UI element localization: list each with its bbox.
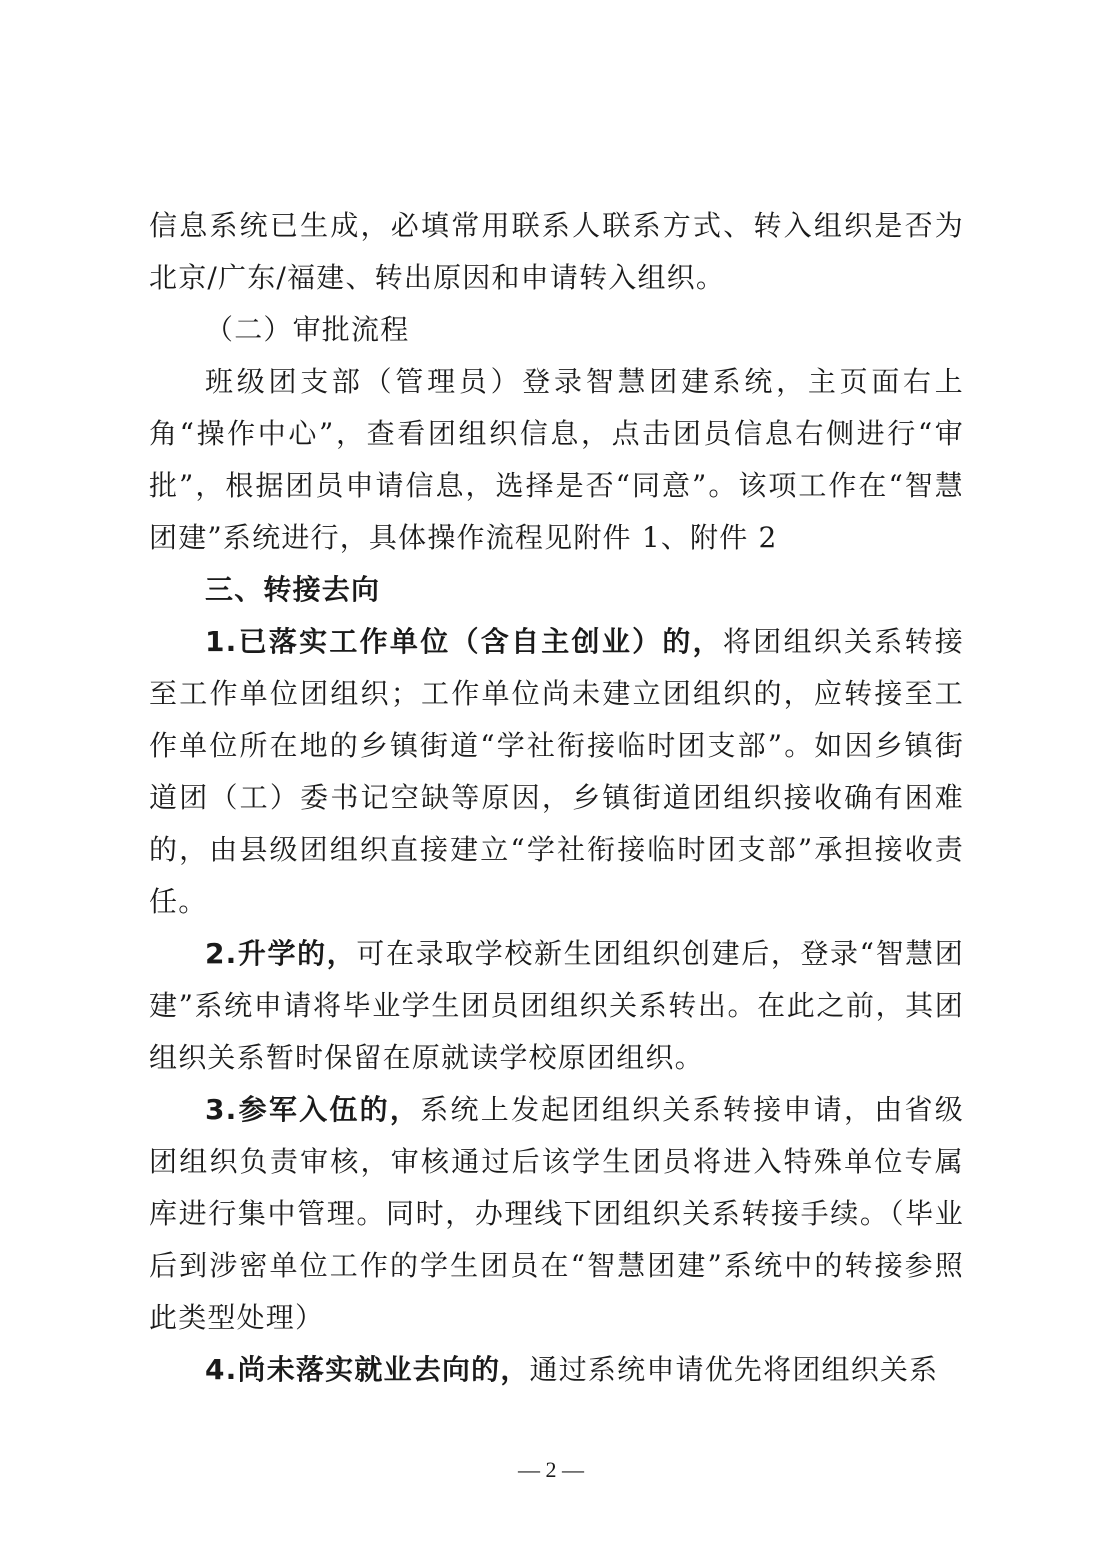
item-further-study	[149, 928, 964, 1084]
item-unemployed-lead: 4.尚未落实就业去向的，	[205, 1353, 530, 1386]
paragraph-continuation: 信息系统已生成，必填常用联系人联系方式、转入组织是否为北京/广东/福建、转出原因和申请转入组织。	[149, 209, 964, 294]
item-unemployed	[149, 1344, 964, 1396]
item-further-study-lead: 2.升学的，	[205, 937, 357, 970]
item-further-study-text: 可在录取学校新生团组织创建后，登录“智慧团建”系统申请将毕业学生团员团组织关系转出。在此之前，其团组织关系暂时保留在原就读学校原团组织。	[149, 937, 964, 1074]
heading-approval-process: （二）审批流程	[205, 313, 410, 346]
item-employed-lead: 1.已落实工作单位（含自主创业）的，	[205, 625, 723, 658]
item-military-lead: 3.参军入伍的，	[205, 1093, 421, 1126]
item-employed-text: 将团组织关系转接至工作单位团组织；工作单位尚未建立团组织的，应转接至工作单位所在地的乡镇街道“学社衔接临时团支部”。如因乡镇街道团（工）委书记空缺等原因，乡镇街道团组织接收确有困难的，由县级团组织直接建立“学社衔接临时团支部”承担接收责任。	[149, 625, 964, 918]
heading-transfer-destinations: 三、转接去向	[205, 573, 381, 606]
page-number: — 2 —	[518, 1457, 584, 1482]
item-unemployed-text: 通过系统申请优先将团组织关系	[529, 1353, 939, 1386]
document-body	[149, 200, 964, 1396]
paragraph-approval-process: 班级团支部（管理员）登录智慧团建系统，主页面右上角“操作中心”，查看团组织信息，点击团员信息右侧进行“审批”，根据团员申请信息，选择是否“同意”。该项工作在“智慧团建”系统进行，具体操作流程见附件 1、附件 2	[149, 365, 964, 554]
item-military-text: 系统上发起团组织关系转接申请，由省级团组织负责审核，审核通过后该学生团员将进入特殊单位专属库进行集中管理。同时，办理线下团组织关系转接手续。（毕业后到涉密单位工作的学生团员在“智慧团建”系统中的转接参照此类型处理）	[149, 1093, 964, 1334]
item-military	[149, 1084, 964, 1344]
item-employed	[149, 616, 964, 928]
